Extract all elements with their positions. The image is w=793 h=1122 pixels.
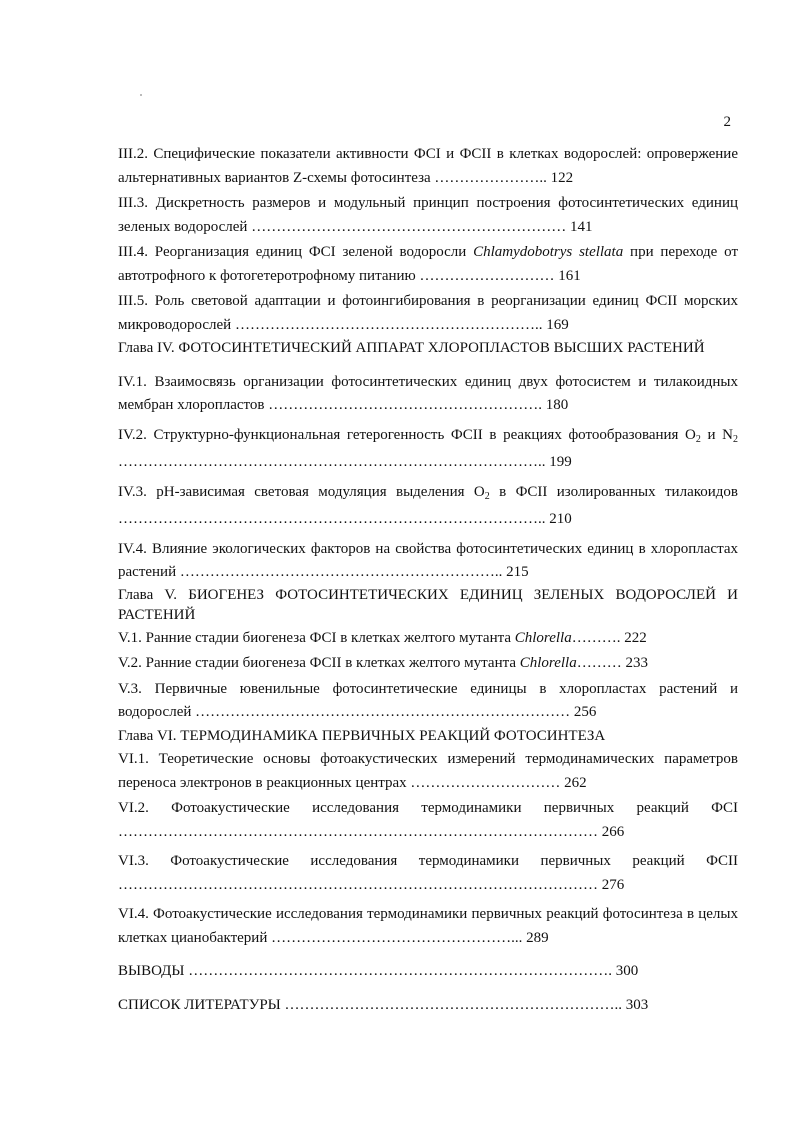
species-name: Chlorella [519,655,577,671]
toc-entry-iii-4: III.4. Реорганизация единиц ФСI зеленой водоросли Chlamydobotrys stellata при переходе от автотрофного к фотогетеротрофному питанию ……………………… 161 [118,244,739,284]
toc-entry-vi-4: VI.4. Фотоакустические исследования термодинамики первичных реакций фотосинтеза в целых клетках цианобактерий …………………………………………... 289 [118,906,738,946]
toc-entry-vi-2: VI.2. Фотоакустические исследования термодинамики первичных реакций ФСI …………………………………………………………………………………… 266 [118,800,738,840]
species-name: Chlamydobotrys stellata [473,244,624,260]
table-of-contents [118,143,738,1017]
toc-entry-conclusions: ВЫВОДЫ …………………………………………………………………………. 300 [118,963,639,979]
scan-speck [140,94,142,96]
toc-chapter-v: Глава V. БИОГЕНЕЗ ФОТОСИНТЕТИЧЕСКИХ ЕДИНИЦ ЗЕЛЕНЫХ ВОДОРОСЛЕЙ И РАСТЕНИЙ [118,586,738,623]
toc-entry-vi-3: VI.3. Фотоакустические исследования термодинамики первичных реакций ФСII …………………………………………………………………………………… 276 [118,853,738,893]
toc-chapter-vi: Глава VI. ТЕРМОДИНАМИКА ПЕРВИЧНЫХ РЕАКЦИЙ ФОТОСИНТЕЗА [118,727,606,744]
toc-chapter-iv: Глава IV. ФОТОСИНТЕТИЧЕСКИЙ АППАРАТ ХЛОРОПЛАСТОВ ВЫСШИХ РАСТЕНИЙ [118,340,705,356]
toc-entry-vi-1: VI.1. Теоретические основы фотоакустических измерений термодинамических параметров переноса электронов в реакционных центрах ………………………… 262 [118,751,738,791]
toc-entry-iv-4: IV.4. Влияние экологических факторов на свойства фотосинтетических единиц в хлоропластах растений ……………………………………………………….. 215 [118,540,738,580]
toc-entry-v-3: V.3. Первичные ювенильные фотосинтетические единицы в хлоропластах растений и водорослей ………………………………………………………………… 256 [118,680,738,720]
species-name: Chlorella [514,629,572,646]
toc-entry-references: СПИСОК ЛИТЕРАТУРЫ ………………………………………………………….. 303 [118,996,649,1013]
toc-entry-v-1: V.1. Ранние стадии биогенеза ФСI в клетках желтого мутанта Chlorella………. 222 [118,629,647,646]
toc-entry-iv-1: IV.1. Взаимосвязь организации фотосинтетических единиц двух фотосистем и тилакоидных мембран хлоропластов ………………………………………………. 180 [118,373,738,413]
toc-entry-iv-3: IV.3. pH-зависимая световая модуляция выделения $O_2$ в ФСII изолированных тилакоидов ………………………………………………………………………….. 210 [118,483,738,527]
toc-entry-iii-5: III.5. Роль световой адаптации и фотоингибирования в реорганизации единиц ФСII морских микроводорослей …………………………………………………….. 169 [118,293,738,333]
toc-entry-iv-2: IV.2. Структурно-функциональная гетерогенность ФСII в реакциях фотообразования $O_2$ и $N_2$ ………………………………………………………………………….. 199 [118,426,738,470]
page-number: 2 [723,114,731,130]
toc-entry-v-2: V.2. Ранние стадии биогенеза ФСII в клетках желтого мутанта Chlorella……… 233 [118,655,648,671]
toc-entry-iii-2: III.2. Специфические показатели активности ФСI и ФСII в клетках водорослей: опровержение альтернативных вариантов Z-схемы фотосинтеза ………………….. 122 [118,146,738,186]
toc-entry-iii-3: III.3. Дискретность размеров и модульный принцип построения фотосинтетических единиц зеленых водорослей ……………………………………………………… 141 [118,195,738,235]
